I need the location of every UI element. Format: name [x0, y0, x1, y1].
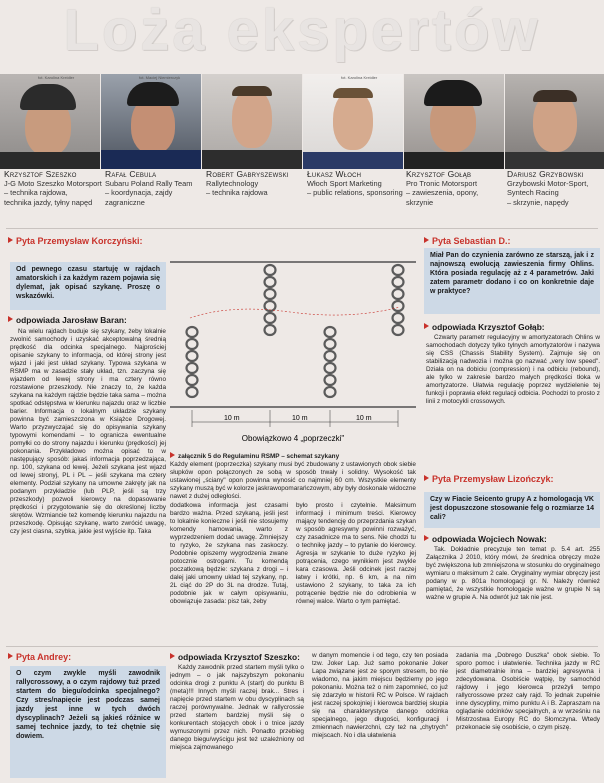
answer-author-2: odpowiada Krzysztof Gołąb: — [424, 322, 600, 332]
arrow-icon — [8, 316, 13, 322]
expert-photo-5 — [404, 74, 504, 169]
expert-photo-6 — [505, 74, 604, 169]
chicane-schema — [170, 252, 416, 452]
expert-3: Robert Gabryszewski Rallytechnology – technika rajdowa — [206, 169, 289, 198]
answer-author-4: odpowiada Krzysztof Szeszko: — [170, 652, 302, 662]
arrow-icon — [8, 653, 13, 659]
tire-stack — [325, 387, 336, 397]
tire-stack — [265, 313, 276, 323]
expert-photo-1: fot. Karolina Kreidler — [0, 74, 100, 169]
expert-5: Krzysztof Gołąb Pro Tronic Motorsport – zawieszenia, opony, skrzynie — [406, 169, 479, 207]
expert-2: Rafał Cebula Subaru Poland Rally Team – koordynacja, zajdy zagraniczne — [105, 169, 193, 207]
tire-stack — [325, 327, 336, 337]
dim-label-3: 10 m — [356, 415, 372, 422]
tire-stack — [187, 339, 198, 349]
tire-stack — [393, 265, 404, 275]
answer-text: Na wielu rajdach buduje się szykany, żeby lokalnie zwolnić samochody i uzyskać akceptowalną średnią prędkość dla odcinka specjalnego. Najprościej opisanie szykany to informacja, od której strony jest wjazd i jaki jest układ szykany. Typowa szykana w RSMP ma w zasadzie stały układ, tzn. zaczyna się wjazdem od lewej strony i ma cztery równo rozstawione przeszkody. Nie znaczy to, że każda szykana na każdym rajdzie będzie taka sama – można spotkać odstępstwa w kierunku najazdu oraz w liczbie barier. Informacja o lokalnym układzie szykany powinna być zamieszczona w Książce Drogowej. Warto przyzwyczajać się do opisywania szykany typowymi komendami – to ogranicza ewentualne pomyłki co do strony najazdu i kierunku (prędkości) jej pokonania. Przykładowo można opisać to w następujący sposób: jakaś informacja poprzedzająca, np. 100, szykana od lewej. Jeżeli szykana jest wjazd od lewej stronyj, PL i PL – jeśli szykana ma cztery elementy. Podział szykany na umowne zakręty jak na podanym przykładzie (lub PLP, jeśli są trzy przeszkody) pozwoli kierowcy na dopasowanie prędkości i przygotowanie się do określonej liczby skrętów. Wzmiancie też komendę kierunku najazdu na przeszkodę. Opisując szykanę, warto zwrócić uwagę, czy jest ciasna, szybka, jakie jest wyjście itp. Taka — [10, 328, 166, 536]
divider-2 — [6, 646, 598, 647]
divider — [6, 228, 598, 229]
diagram-label: Obowiązkowo 4 „poprzeczki" — [241, 434, 345, 443]
arrow-icon — [424, 237, 429, 243]
bottom-answer-col2: w danym momencie i od tego, czy ten posiada tzw. Joker Lap. Już samo pokonanie Joker Lapa związane jest ze sporym stresem, bo nie wiadomo, na jakim miejscu będziemy po jego pokonaniu. Można też o nim zapomnieć, co już się zdarzyło w historii RC w Polsce. W rajdach jest raczej spokojniej i kierowca bardziej skupia się na charakterystyce danego odcinka specjalnego, jego długości, konfiguracji i zmiennach nawierzchni, czy też na „chytrych" miejscach. No i dla ułatwienia — [312, 652, 448, 740]
tire-stack — [187, 363, 198, 373]
tire-stack — [265, 325, 276, 335]
diagram-caption: załącznik 5 do Regulaminu RSMP – schemat szykany Każdy element (poprzeczka) szykany musi być zbudowany z ustawionych obok siebie słupków opon połączonych ze sobą w sposób trwały i solidny. Wysokość tak ustawionej „ściany" opon powinna wynosić co najmniej 60 cm. Wszystkie elementy szykany muszą być w kolorze jaskrawopomarańczowym, aby były doskonale widoczne nawet z dużej odległości. — [170, 453, 416, 501]
tire-stack — [265, 289, 276, 299]
dim-label-2: 10 m — [292, 415, 308, 422]
expert-names — [0, 169, 604, 227]
bottom-answer-col3: zadania ma „Dobrego Duszka" obok siebie. To sporo pomoc i ułatwienie. Technika jazdy w RC jest diametralnie inna – bardziej agresywna i zdecydowana. Osobiście wątpię, by samochód rajdowy i jego kierowca przeżyli tempo rallycrossowe przez cały rajd. To jednak zupełnie inne dyscypliny, mimo punktu A i B. Zapraszam na oglądanie odcinków specjalnych, a w wrześniu na Mistrzostwa Europy RC do Słomczyna. Wtedy przekonacie się osobiście, o czym piszę. — [456, 652, 600, 732]
question-box-2: Miał Pan do czynienia zarówno ze starszą, jak i z najnowszą ewolucją zawieszenia firmy Ohlins. Która posiada regulację aż z 4 parametrów. Jaki zatem parametr dodano i co on konkretnie daje w praktyce? — [424, 248, 600, 314]
answer-continued-col3: było prosto i czytelnie. Maksimum informacji i minimum treści. Kierowcy mający tendencję do przeprzdania szykan w sposób agresywny powinni rozważyć, czy zasadnicze ma to sens. Nie chodzi tu o technikę jazdy – to pytanie do kierowcy. Agresja w szykanie to duże ryzyko jej potrącenia, czego wynikiem jest zwykle kara czasowa. Jeśli odcinek jest raczej łatwy i krótki, np. 6 km, a na nim ustawiono 2 szykany, to taka za ich potrącenie będzie nie do odrobienia w równej walce. Warto o tym pamiętać. — [296, 502, 416, 606]
arrow-icon — [170, 653, 175, 659]
answer-author: odpowiada Jarosław Baran: — [8, 315, 168, 325]
tire-stack — [393, 325, 404, 335]
expert-photo-2: fot. Maciej Niemierczyk — [101, 74, 201, 169]
tire-stack — [187, 375, 198, 385]
arrow-icon — [424, 535, 429, 541]
question-box-3: Czy w Fiacie Seicento grupy A z homologacją VK jest dopuszczone stosowanie felg o rozmiarze 14 cali? — [424, 492, 600, 528]
tire-stack — [187, 387, 198, 397]
tire-stack — [393, 301, 404, 311]
question-author: Pyta Przemysław Korczyński: — [8, 236, 166, 246]
answer-continued-col2: dodatkowa informacja jest czasami bardzo ważna. Przed szykaną, jeśli jest to lokalnie konieczne i jeśli nie stosujemy komendy hamowania, warto z wyprzedzeniem dodać uwagę. Zmniejszy to ryzyko, że szykana nas zaskoczy. Podobnie opiszemy wygrodzenia zwane potocznie ostrogami. Tu komendą poczatkową będzie: szykana z drogi – i dalej jaki umowny układ tej szykany, np. 2L ciąć do 2P do 3L na drodze. Tutaj, podobnie jak w całym opisywaniu, obowiązuje zasada: pisz tak, żeby — [170, 502, 288, 606]
expert-photo-strip — [0, 74, 604, 169]
bottom-answer-col1: Każdy zawodnik przed startem myśli tylko o jednym – o jak najszybszym pokonaniu odcinka drogi z punktu A (start) do punktu B (meta)!!! Innych myśli raczej brak... Stres i napięcie przed startem w obu dyscyplinach są raczej porównywalne. Jednak w rallycrossie przed startem bardziej myśli się o konkurentach stojących obok i o tnice jazdy wymuszonymi przez nich. Ponadto przebieg danego biegu/wyścigu jest też uzależniony od miejsca zajmowanego — [170, 664, 304, 752]
tire-stack — [393, 313, 404, 323]
dim-label-1: 10 m — [224, 415, 240, 422]
question-author-3: Pyta Przemysław Lizończyk: — [424, 474, 600, 484]
tire-stack — [187, 351, 198, 361]
page-title: Loża ekspertów — [63, 0, 541, 63]
arrow-icon — [170, 452, 175, 458]
arrow-icon — [8, 237, 13, 243]
tire-stack — [265, 265, 276, 275]
question-box-4: O czym zwykle myśli zawodnik rallycrossowy, a o czym rajdowy tuż przed startem do biegu/odcinka specjalnego? Czy stres/napięcie jest podczas samej jazdy jest inne w tych dwóch dyscyplinach? Jeżeli są jakieś różnice w samej technice jazdy, to też chętnie się dowiem. — [10, 666, 166, 778]
tire-stack — [325, 375, 336, 385]
expert-6: Dariusz Grzybowski Grzybowski Motor-Sport, Syntech Racing – skrzynie, napędy — [507, 169, 589, 207]
expert-photo-4: fot. Karolina Kreidler — [303, 74, 403, 169]
tire-stack — [325, 339, 336, 349]
expert-4: Łukasz Włoch Włoch Sport Marketing – public relations, sponsoring — [307, 169, 403, 198]
question-author-2: Pyta Sebastian D.: — [424, 236, 600, 246]
tire-stack — [325, 363, 336, 373]
question-author-4: Pyta Andrey: — [8, 652, 166, 662]
arrow-icon — [424, 475, 429, 481]
answer-text-3: Tak. Dokładnie precyzuje ten temat p. 5.4 art. 255 Załącznika J 2010, który mówi, że średnica obręczy może być zwiększona lub zmniejszona w stosunku do oryginalnego wymiaru o maksimum 2 cale. Oryginalny wymiar obręczy jest podany w p. 801a homologacji gr. N. Należy również pamiętać, że wszystkie homologacje ważne w grupie N są ważne w grupie A. Na odwrót już tak nie jest. — [426, 546, 600, 602]
tire-stack — [393, 289, 404, 299]
arrow-icon — [424, 323, 429, 329]
answer-author-3: odpowiada Wojciech Nowak: — [424, 534, 600, 544]
expert-photo-3 — [202, 74, 302, 169]
expert-1: Krzysztof Szeszko J-G Moto Szeszko Motorsport – technika rajdowa, technika jazdy, tyłny napęd — [4, 169, 102, 207]
tire-stack — [393, 277, 404, 287]
chicane-diagram — [170, 252, 416, 452]
tire-stack — [187, 327, 198, 337]
question-box: Od pewnego czasu startuję w rajdach amatorskich i za każdym razem pojawia się dylemat, jak opisać szykanę. Proszę o wskazówki. — [10, 262, 166, 310]
answer-text-2: Czwarty parametr regulacyjny w amortyzatorach Ohlins w samochodach dotyczy tylko tylnych amortyzatorów i nazywa się CSS (Chassis Stability System). Zajmuje się on stabilizacją nadwozia i można go nazwać „very low speed". Działa on na dobiciu (compression) i na odbiciu (rebound), ale tylko w zakresie bardzo małych prędkości tłoka w amortyzatorze. Ułatwia regulację poprzez wydzielenie tej funkcji i poprawia efekt regulacji odbicia. Pochodzi to prosto z linii z motocykli crossowych. — [426, 334, 600, 406]
tire-stack — [325, 351, 336, 361]
tire-stack — [265, 277, 276, 287]
